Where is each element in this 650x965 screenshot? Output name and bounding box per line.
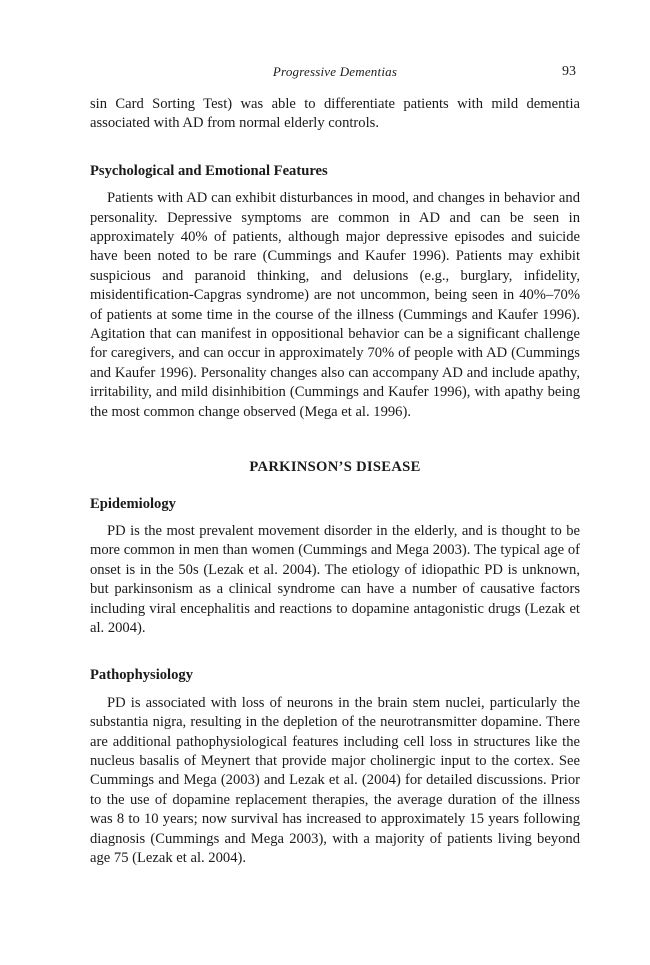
psych-emotional-paragraph: Patients with AD can exhibit disturbances in mood, and changes in behavior and personality. Depressive symptoms are common in AD and can be seen in approximately 40% of patients, although major depressive episodes and suicide have been noted to be rare (Cummings and Kaufer 1996). Patients may exhibit suspicious and paranoid thinking, and delusions (e.g., burglary, infidelity, misidentification-Capgras syndrome) are not uncommon, being seen in 40%–70% of patients at some time in the course of the illness (Cummings and Kaufer 1996). Agitation that can manifest in oppositional behavior can be a significant challenge for caregivers, and can occur in approximately 70% of people with AD (Cummings and Kaufer 1996). Personality changes also can accompany AD and include apathy, irritability, and mild disinhibition (Cummings and Kaufer 1996), with apathy being the most common change observed (Mega et al. 1996). xyxy=(90,190,580,420)
running-header xyxy=(90,64,580,84)
continuation-paragraph: sin Card Sorting Test) was able to differentiate patients with mild dementia associated with AD from normal elderly controls. xyxy=(90,96,580,132)
section-title: PARKINSON’S DISEASE xyxy=(249,459,421,476)
body-text xyxy=(90,95,580,868)
pathophysiology-heading: Pathophysiology xyxy=(90,667,193,684)
epidemiology-paragraph: PD is the most prevalent movement disorder in the elderly, and is thought to be more common in men than women (Cummings and Mega 2003). The typical age of onset is in the 50s (Lezak et al. 2004). The etiology of idiopathic PD is unknown, but parkinsonism as a clinical syndrome can have a number of causative factors including viral encephalitis and reactions to dopamine antagonistic drugs (Lezak et al. 2004). xyxy=(90,522,580,636)
epidemiology-heading: Epidemiology xyxy=(90,495,176,512)
running-title: Progressive Dementias xyxy=(272,64,398,79)
psych-emotional-heading: Psychological and Emotional Features xyxy=(90,162,328,179)
page-number: 93 xyxy=(562,64,576,79)
pathophysiology-paragraph: PD is associated with loss of neurons in the brain stem nuclei, particularly the substantia nigra, resulting in the depletion of the neurotransmitter dopamine. There are additional pathophysiological features including cell loss in structures like the nucleus basalis of Meynert that provide major cholinergic input to the cortex. See Cummings and Mega (2003) and Lezak et al. (2004) for detailed discussions. Prior to the use of dopamine replacement therapies, the average duration of the illness was 8 to 10 years; now survival has increased to approximately 15 years following diagnosis (Cummings and Mega 2003), with a majority of patients living beyond age 75 (Lezak et al. 2004). xyxy=(90,694,580,866)
